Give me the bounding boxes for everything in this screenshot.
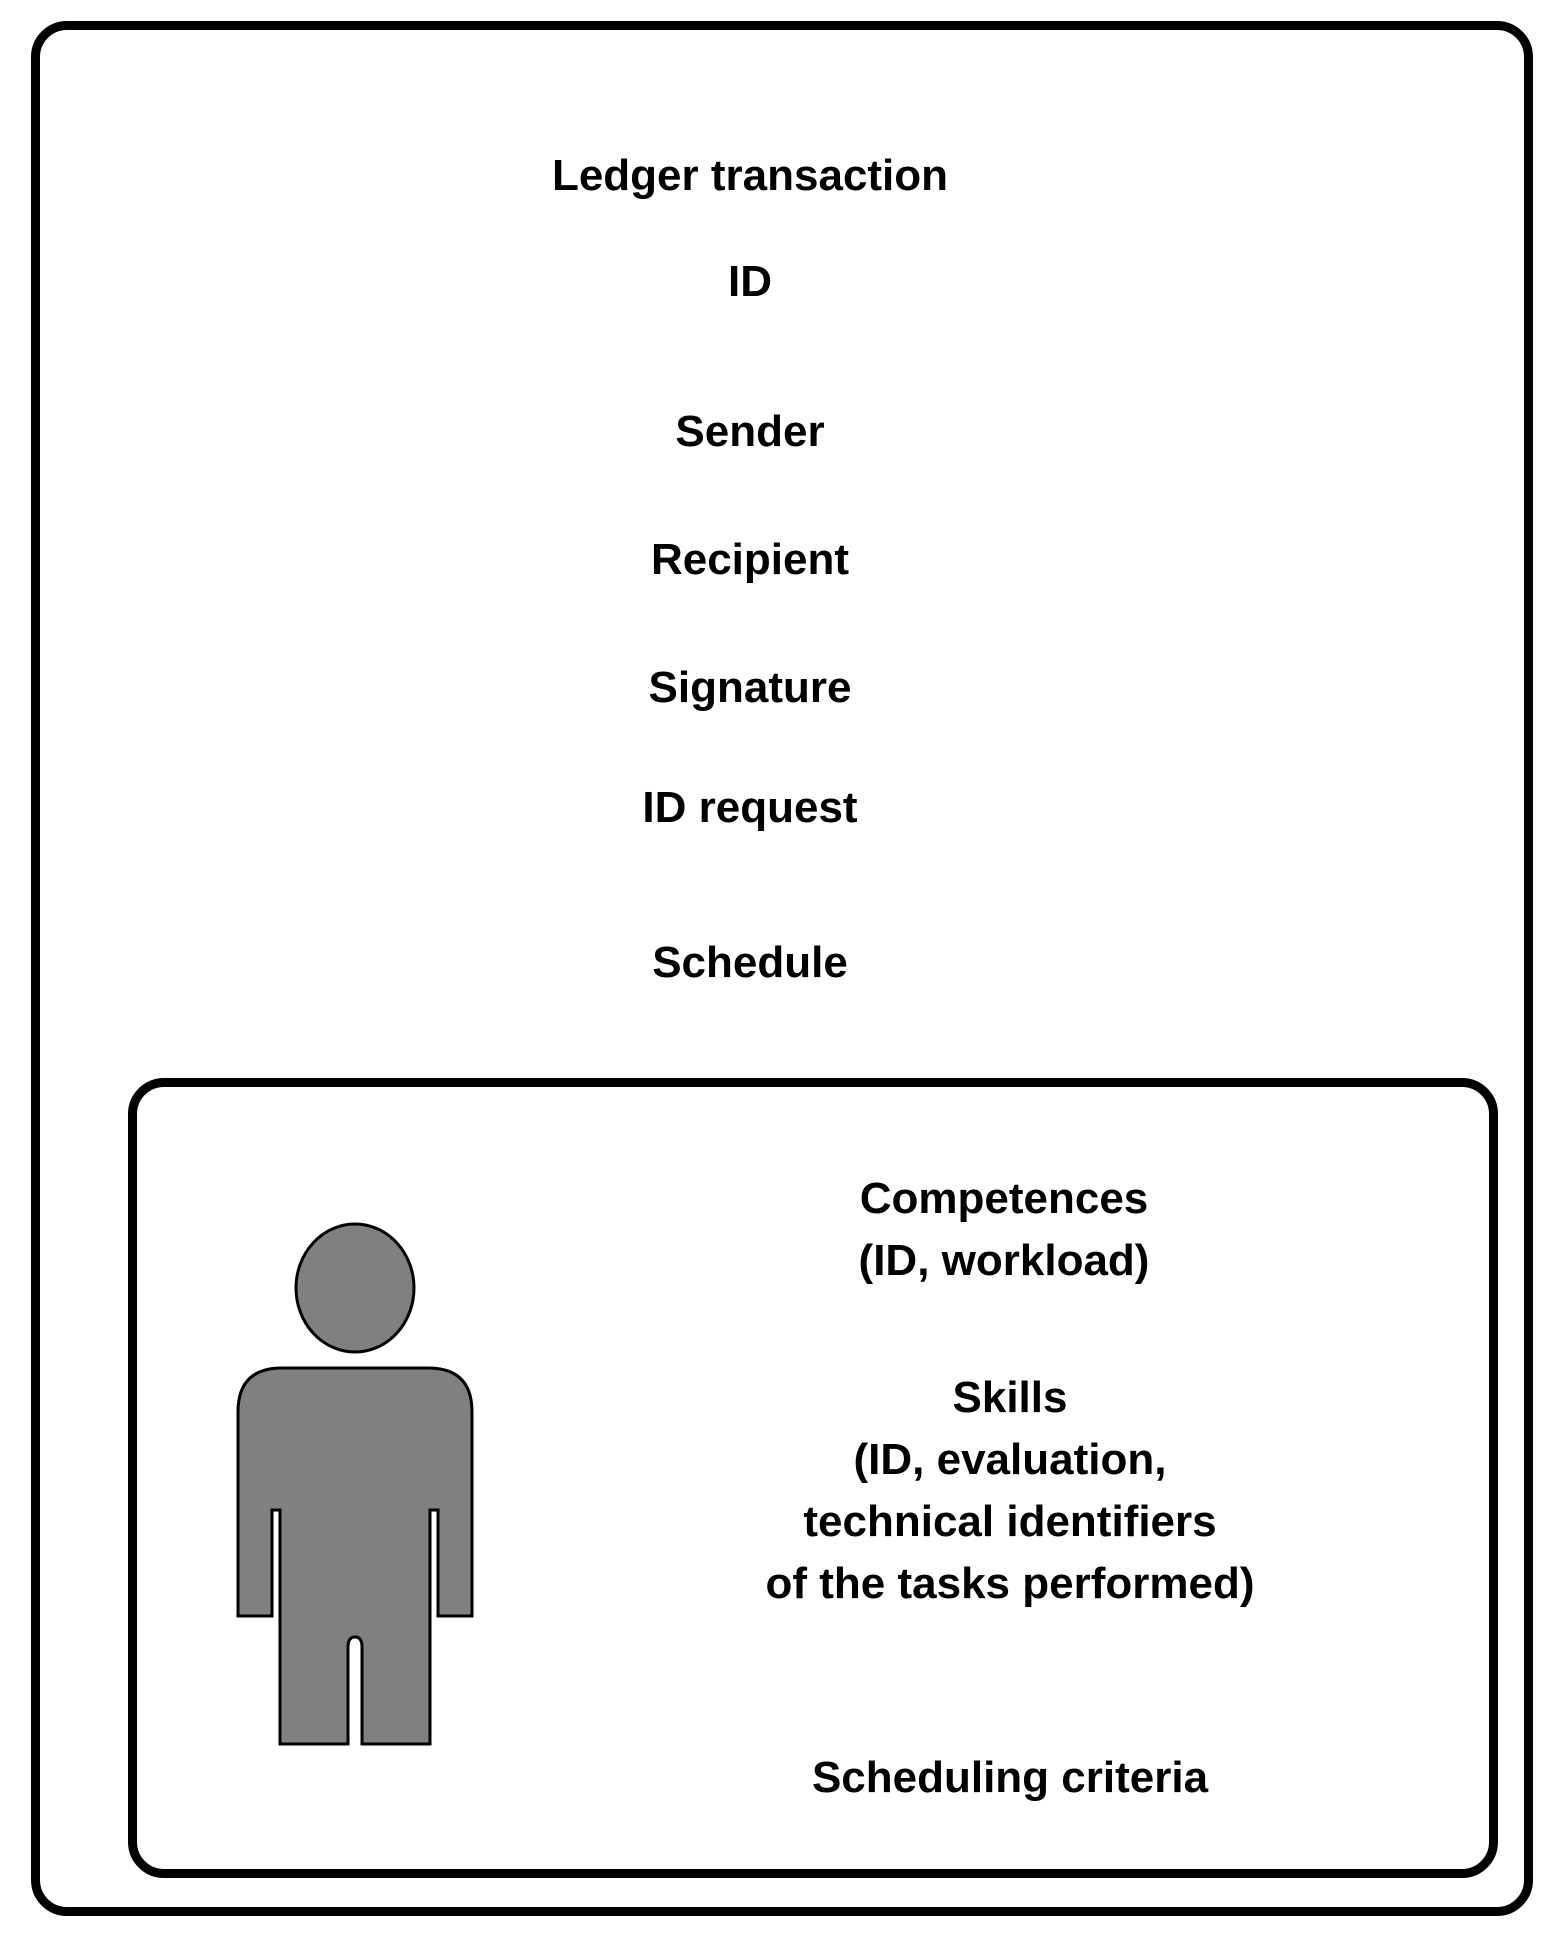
- attr-skills-title: Skills: [952, 1373, 1068, 1422]
- attr-scheduling-criteria: [660, 1747, 1360, 1809]
- attr-skills-detail-3: of the tasks performed): [765, 1559, 1255, 1608]
- attr-competences-detail: (ID, workload): [858, 1236, 1150, 1285]
- attr-competences: [654, 1168, 1354, 1292]
- field-sender: Sender: [675, 407, 825, 456]
- field-schedule: Schedule: [652, 938, 848, 987]
- attr-skills-detail-2: technical identifiers: [803, 1497, 1217, 1546]
- person-icon: [232, 1222, 476, 1754]
- field-signature: Signature: [648, 663, 852, 712]
- attr-skills-detail-1: (ID, evaluation,: [853, 1435, 1167, 1484]
- attr-competences-title: Competences: [859, 1174, 1149, 1223]
- field-id-request: ID request: [642, 783, 858, 832]
- field-recipient: Recipient: [650, 535, 850, 584]
- ledger-title: Ledger transaction: [551, 151, 949, 200]
- field-id: ID: [728, 257, 772, 306]
- attr-scheduling-criteria-title: Scheduling criteria: [811, 1753, 1209, 1802]
- attr-skills: [660, 1367, 1360, 1615]
